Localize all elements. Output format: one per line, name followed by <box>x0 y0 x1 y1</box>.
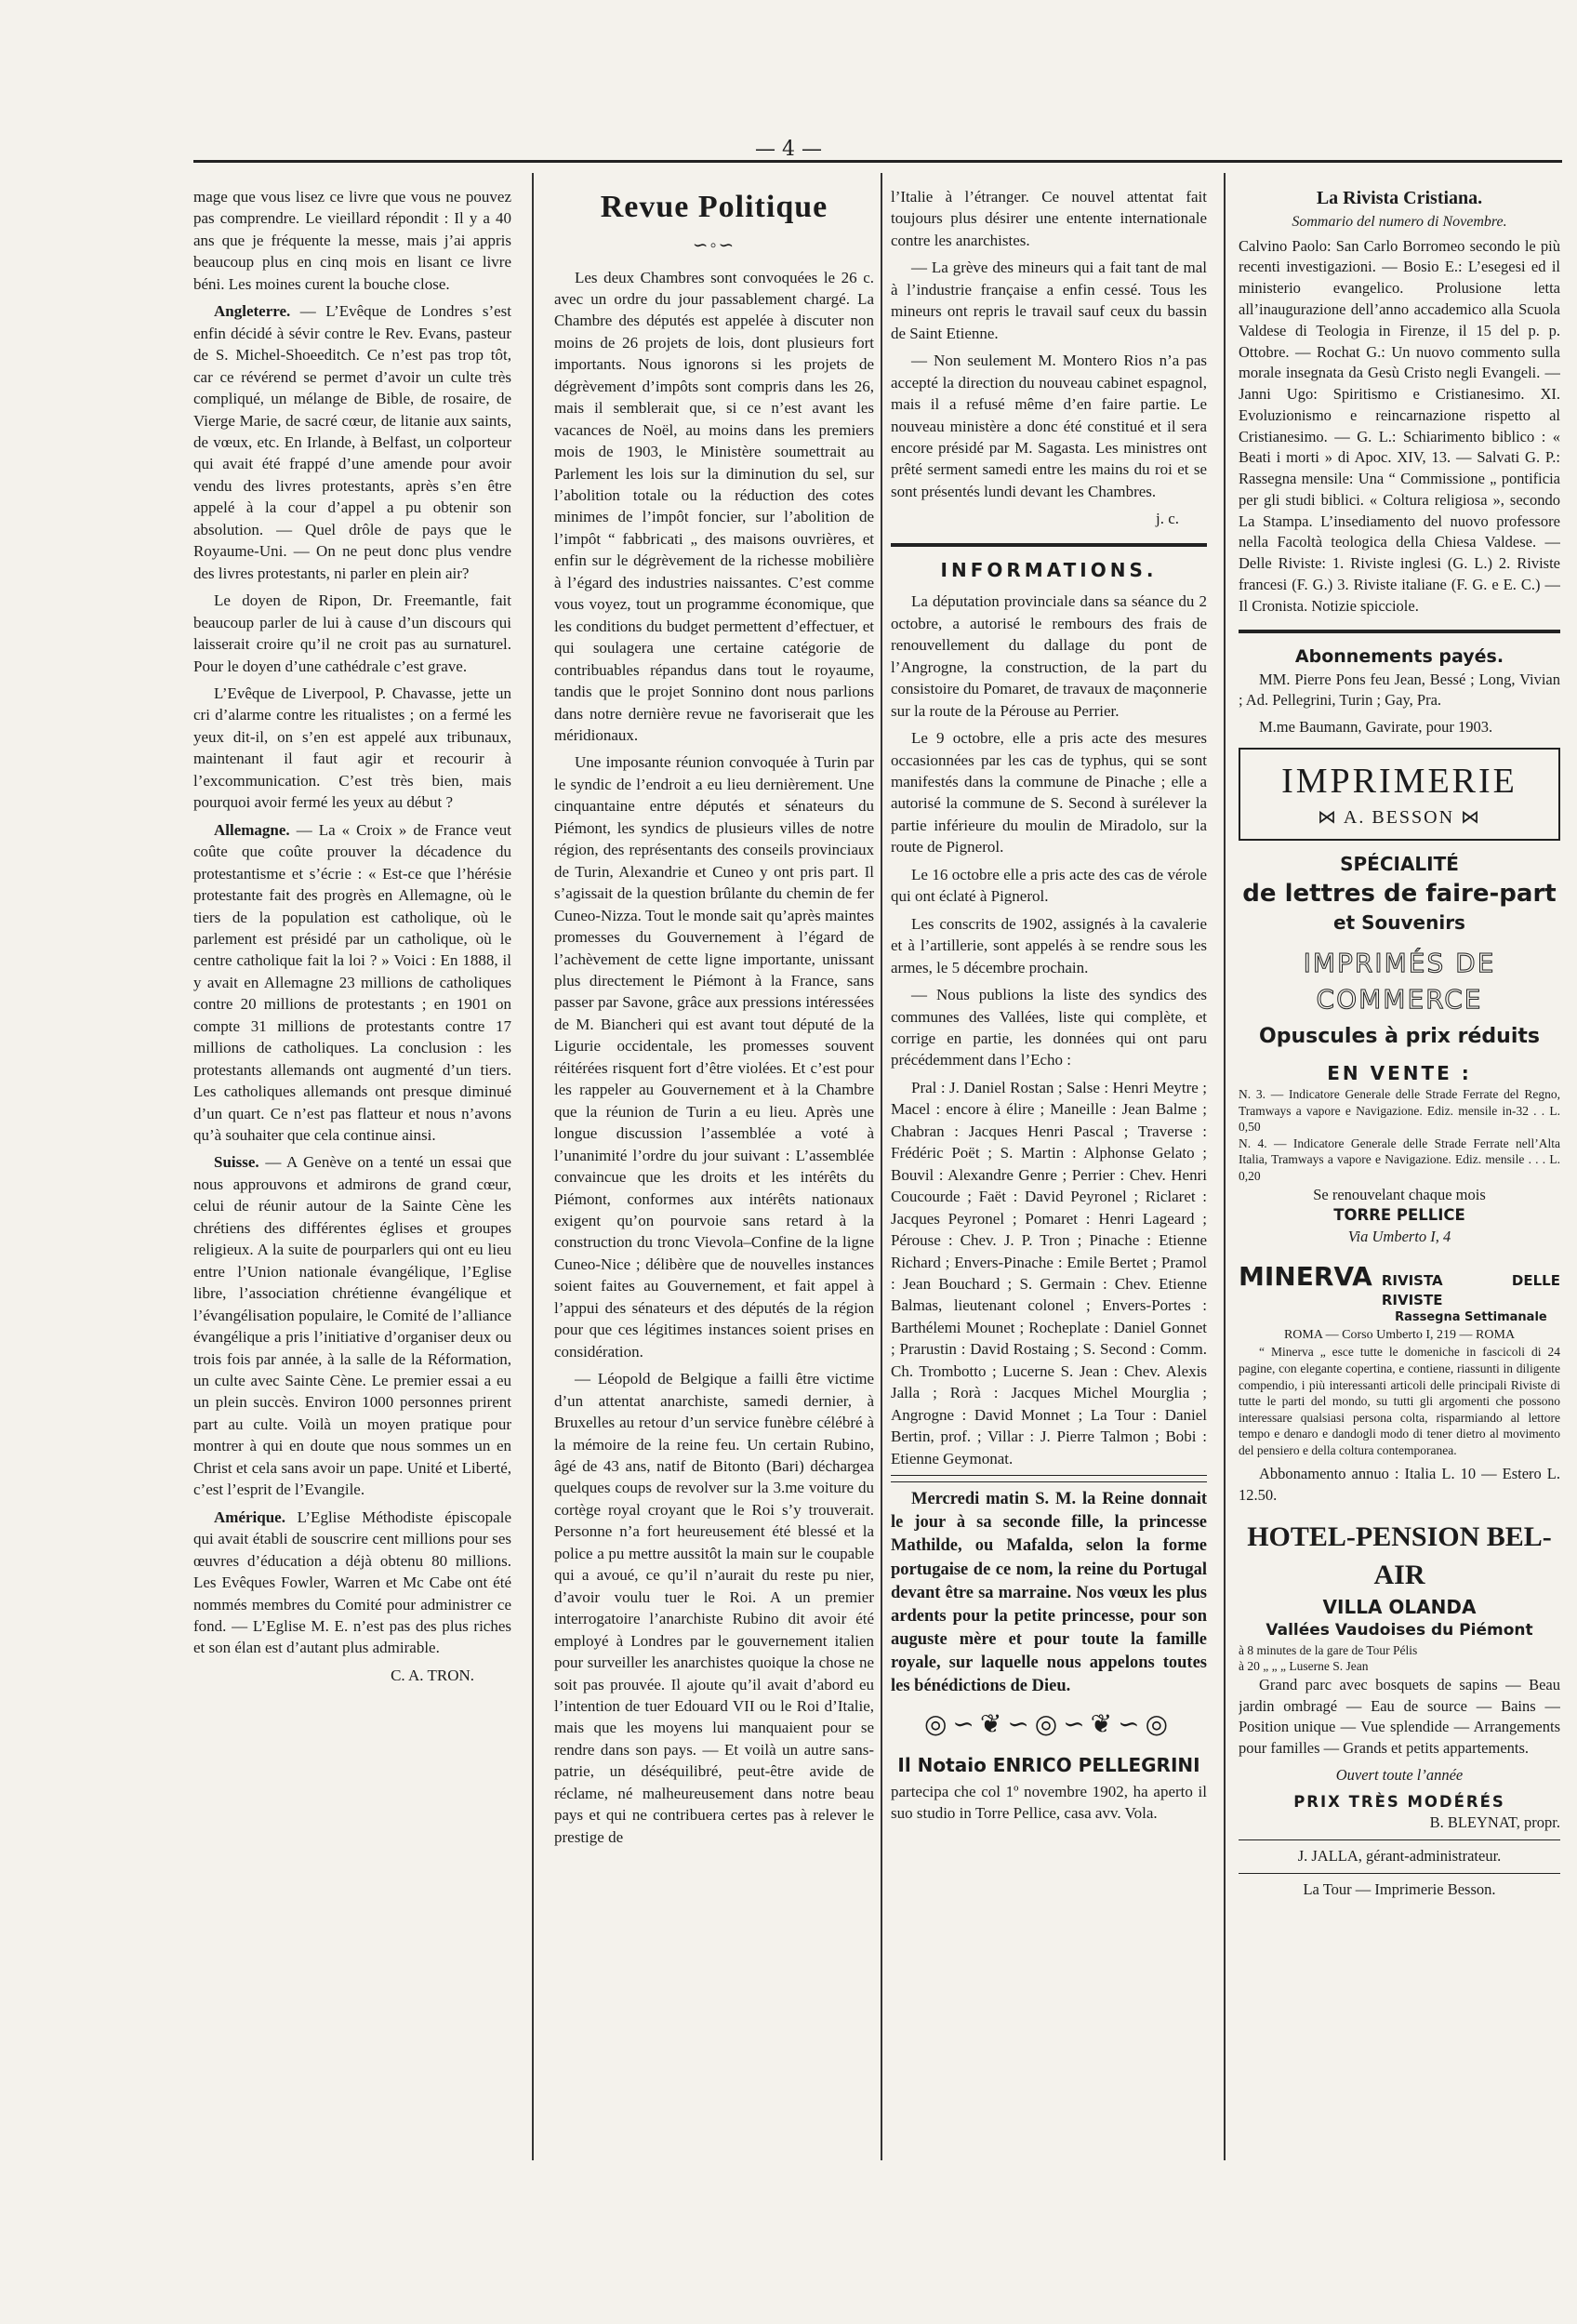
abonnements-title: Abonnements payés. <box>1294 646 1504 668</box>
section-rule <box>891 1481 1207 1482</box>
minerva-header <box>1239 1259 1560 1326</box>
paragraph: Les conscrits de 1902, assignés à la cavalerie et à l’artillerie, sont appelés à se rendre sous les armes, le 5 décembre prochain. <box>891 914 1207 976</box>
paragraph: — Non seulement M. Montero Rios n’a pas accepté la direction du nouveau cabinet espagnol, mais il a refusé même d’en faire partie. Le nouveau ministère a donc été constitué et il sera encore présidé par M. Sagasta. Les ministres ont prêté serment samedi entre les mains du roi et se sont présentés lundi devant les Chambres. <box>891 352 1207 500</box>
paragraph: Une imposante réunion convoquée à Turin par le syndic de l’endroit a eu lieu dernièrement. Une cinquantaine entre députés et sénateurs du Piémont, les syndics de plusieurs villes de notre région, des représentants des conseils provinciaux de Turin, Alexandrie et Cuneo y ont pris part. Il s’agissait de la question brûlante du chemin de fer Cuneo-Nizza. Tout le monde sait qu’après maintes promesses du Gouvernement à l’égard de l’achèvement de cette ligne importante, unissant plus directement le Piémont à la France, sans passer par Savone, grâce aux pressions intéressées de M. Biancheri qui est avant tout député de la Ligurie occidentale, les promesses souvent réitérées risquent fort d’être violées. Et c’est pour les rappeler au Gouvernement et à la Chambre que la réunion de Turin a eu lieu. Après une longue discussion l’assemblée a voté à l’unanimité l’ordre du jour suivant : L’assemblée convaincue que les droits et les intérêts du Piémont, conformes aux intérêts nationaux exigent qu’on pourvoie sans retard à la construction du tronc Vievola–Confine de la ligne Cuneo-Nice ; délibère que de nouvelles instances soient faites au Gouvernement, et fait appel à l’appui des sénateurs et des députés de la région pour que ces légitimes instances soient prises en considération. <box>554 753 874 1361</box>
item-label: N. 4. <box>1239 1135 1267 1150</box>
section-rule <box>1239 630 1560 633</box>
signature: C. A. TRON. <box>391 1666 474 1684</box>
torre-pellice: TORRE PELLICE <box>1333 1206 1465 1225</box>
text-allemagne: — La « Croix » de France veut coûte que coûte prouver la décadence du protestantisme et s’écrie : « Est-ce que l’hérésie protestante fait des progrès en Allemagne, où le tiers de la population est catholique, où le parlement est présidé par un catholique, où le centre catholique fait la loi ? » Voici : En 1888, il y avait en Allemagne 23 millions de catholiques contre 20 millions de protestants ; en 1901 on compte 31 millions de protestants contre 17 millions de catholiques. La conclusion : les protestants allemands ont augmenté d’un tiers. Les catholiques allemands ont presque diminué d’un quart. Ce n’est pas flatteur et nous n’avons qu’à souhaiter que cela continue ainsi. <box>193 820 511 1145</box>
minerva-title: MINERVA <box>1239 1260 1372 1292</box>
imprimerie-name: ⋈ A. BESSON ⋈ <box>1317 807 1482 829</box>
specialite-sub: et Souvenirs <box>1333 911 1465 935</box>
royal-notice: Mercredi matin S. M. la Reine donnait le jour à sa seconde fille, la princesse Mathilde, ou Mafalda, selon la forme portugaise de ce nom, la reine du Portugal devant être sa marraine. Nos vœux les plus ardents pour la petite princesse, pour son auguste mère et pour toute la famille royale, sur laquelle nous appelons toutes les bénédictions de Dieu. <box>891 1490 1207 1696</box>
column-advertisements <box>1239 186 1560 2160</box>
paragraph-suisse <box>193 1151 511 1500</box>
column-informations <box>891 186 1207 2160</box>
paragraph-allemagne <box>193 819 511 1147</box>
signature: j. c. <box>1155 510 1179 528</box>
column-divider <box>1224 173 1226 2160</box>
paragraph: La députation provinciale dans sa séance du 2 octobre, a autorisé le rembours des frais de renouvellement du dallage du pont de l’Angrogne, la construction, de la part du consistoire du Pomaret, de travaux de maçonnerie sur la route de la Pérouse au Perrier. <box>891 592 1207 720</box>
lead-allemagne: Allemagne. <box>214 820 290 839</box>
notaio-title: Il Notaio ENRICO PELLEGRINI <box>897 1754 1200 1777</box>
imprimes-commerce: IMPRIMÉS DE COMMERCE <box>1303 948 1496 1015</box>
paragraph: — La grève des mineurs qui a fait tant de mal à l’industrie française a enfin cessé. Tous les mineurs ont repris le travail sauf ceux du bassin de Saint Etienne. <box>891 259 1207 342</box>
lead-amerique: Amérique. <box>214 1507 285 1526</box>
villa-olanda: VILLA OLANDA <box>1322 1595 1477 1618</box>
section-title: Revue Politique <box>600 190 828 224</box>
title-ornament: ∽◦∽ <box>692 234 736 256</box>
lead-angleterre: Angleterre. <box>214 302 291 321</box>
paragraph: — Léopold de Belgique a failli être victime d’un attentat anarchiste, samedi dernier, à Bruxelles au retour d’un service funèbre célébré à la mémoire de la reine feu. Un certain Rubino, âgé de 43 ans, natif de Bitonto (Bari) déchargea quelques coups de revolver sur la 3.me voiture du cortège royal croyant que le Roi s’y trouverait. Personne n’a fort heureusement été blessé et la police a pu mettre aussitôt la main sur le coupable qui a avoué, ce qu’il n’aurait du reste pu nier, d’avoir voulu tuer le Roi. A un premier interrogatoire l’anarchiste Rubino dit avoir été employé à Londres par le gouvernement italien pour surveiller les anarchistes quoique la chose ne soit pas prouvée. Il ajoute qu’il avait d’abord eu l’intention de tuer Edouard VII ou le Roi d’Italie, mais que les moyens lui manquaient pour se rendre dans son pays. — Et voilà un autre sans-patrie, un déséquilibré, peut-être avide de réclame, né malheureusement dans notre beau pays et qui ne contribuera certes pas à relever le prestige de <box>554 1370 874 1846</box>
column-religious-news <box>193 186 511 2160</box>
ad-item-n3 <box>1239 1086 1560 1135</box>
printer-footer: La Tour — Imprimerie Besson. <box>1303 1879 1496 1898</box>
decorative-ornament: ◎∽❦∽◎∽❦∽◎ <box>923 1710 1174 1740</box>
section-rule <box>891 543 1207 547</box>
section-rule <box>1239 1873 1560 1874</box>
notaio-text: partecipa che col 1º novembre 1902, ha aperto il suo studio in Torre Pellice, casa avv. Vola. <box>891 1782 1207 1823</box>
abonnements-list: MM. Pierre Pons feu Jean, Bessé ; Long, Vivian ; Ad. Pellegrini, Turin ; Gay, Pra. <box>1239 670 1560 710</box>
item-price: 0,50 <box>1239 1120 1261 1135</box>
gerant: J. JALLA, gérant-administrateur. <box>1297 1847 1502 1866</box>
section-rule <box>891 1475 1207 1476</box>
minerva-sub1: RIVISTA DELLE RIVISTE <box>1381 1271 1560 1308</box>
text-suisse: — A Genève on a tenté un essai que nous approuvons et admirons de grand cœur, celui de réunir autour de la Sainte Cène les chrétiens des différentes églises et groupes religieux. A la suite de pourparlers qui ont eu lieu entre l’Union nationale évangélique, l’Eglise libre, l’association chrétienne évangélique et l’évangélisation populaire, le Comité de l’alliance évangélique a pris l’initiative d’organiser deux ou trois fois par année, à la salle de la Réformation, un culte avec Sainte Cène. Le premier essai a eu un plein succès. Environ 1000 personnes prirent part au culte. Voilà un moyen pratique pour montrer à qui en doute que nous sommes un en Christ et cela sans avoir un pape. Unité et Liberté, c’est l’esprit de l’Evangile. <box>193 1153 511 1499</box>
paragraph-syndics: Pral : J. Daniel Rostan ; Salse : Henri Meytre ; Macel : encore à élire ; Maneille : Jean Balme ; Chabran : Jacques Henri Pascal ; Traverse : Frédéric Poët ; S. Martin : Alphonse Gelato ; Bouvil : Alexandre Genre ; Perrier : Chev. Henri Coucourde ; Faët : David Peyronel ; Riclaret : Jacques Peyronel ; Pomaret : Henri Lageard ; Pérouse : Chev. J. P. Tron ; Pinache : Etienne Richard ; Envers-Pinache : Emile Bertet ; Pramol : Jean Bouchard ; S. Germain : Chev. Etienne Balmas, lieutenant colonel ; Envers-Portes : Barthélemi Mounet ; Rocheplate : Daniel Gonnet ; Prarustin : David Rostaing ; S. Second : Comm. Ch. Trombotto ; Lucerne S. Jean : Chev. Alexis Jalla ; Rorà : Jacques Michel Mourglia ; Angrogne : David Monnet ; La Tour : Daniel Bertin, prof. ; Villar : J. Pierre Talmon ; Bobi : Etienne Geymonat. <box>891 1078 1207 1467</box>
hotel-distance-2: à 20 „ „ „ Luserne S. Jean <box>1239 1659 1369 1674</box>
opuscules: Opuscules à prix réduits <box>1259 1025 1540 1049</box>
abonnements-list-2: M.me Baumann, Gavirate, pour 1903. <box>1259 718 1493 737</box>
hotel-open: Ouvert toute l’année <box>1335 1765 1464 1784</box>
column-divider <box>532 173 534 2160</box>
hotel-prices: PRIX TRÈS MODÉRÉS <box>1293 1792 1505 1811</box>
item-text: — Indicatore Generale delle Strade Ferrate del Regno, Tramways a vapore e Navigazione. Ediz. mensile in-32 . . L. <box>1239 1087 1560 1118</box>
paragraph: — Nous publions la liste des syndics des communes des Vallées, liste qui complète, et corrige en partie, les données qui ont paru précédemment dans l’Echo : <box>891 986 1207 1069</box>
renew-note: Se renouvelant chaque mois <box>1313 1185 1486 1203</box>
paragraph: Les deux Chambres sont convoquées le 26 c. avec un ordre du jour passablement chargé. La Chambre des députés est appelée à discuter non moins de 26 projets de lois, dont plusieurs fort importants. Nous ignorons si les projets de dégrèvement d’impôts sont compris dans les 26, mais il semblerait que, si ce n’est avant les vacances de Noël, au moins dans les premiers mois de 1903, le Ministère soumettrait au Parlement les lois sur la diminution du sel, sur l’abolition totale ou la réduction des cotes minimes de l’impôt foncier, sur l’abolition de l’impôt “ fabbricati „ des maisons ouvrières, et enfin sur le dégrèvement de la richesse mobilière à l’égard des industries naissantes. C’est comme vous voyez, tout un programme économique, que les conditions du budget permettent d’effectuer, et qui soulagera une certaine catégorie de contribuables répandus dans tout le royaume, tandis que le projet Sonnino dont nous parlions dans notre dernière revue ne favoriserait que les méridionaux. <box>554 268 874 745</box>
minerva-abonnement: Abbonamento annuo : Italia L. 10 — Estero L. 12.50. <box>1239 1465 1560 1505</box>
specialite-label: SPÉCIALITÉ <box>1340 853 1459 875</box>
hotel-description: Grand parc avec bosquets de sapins — Beau jardin ombragé — Eau de source — Bains — Position unique — Vue splendide — Arrangements pour familles — Grands et petits appartements. <box>1239 1675 1560 1758</box>
text-amerique: L’Eglise Méthodiste épiscopale qui avait établi de souscrire cent millions pour ses œuvres d’éducation a déjà obtenu 80 millions. Les Evêques Fowler, Warren et Mc Cabe ont été nommés membres du Comité pour administrer ce fond. — L’Eglise M. E. n’est pas des plus riches et son élan est d’autant plus admirable. <box>193 1507 511 1657</box>
hotel-owner: B. BLEYNAT, propr. <box>1429 1813 1560 1832</box>
hotel-title: HOTEL-PENSION BEL-AIR <box>1247 1521 1552 1591</box>
vallees: Vallées Vaudoises du Piémont <box>1266 1621 1533 1640</box>
section-rule <box>1239 1839 1560 1840</box>
paragraph-amerique <box>193 1507 511 1659</box>
text-angleterre: — L’Evêque de Londres s’est enfin décidé à sévir contre le Rev. Evans, pasteur de S. Michel-Shoeeditch. Ce n’est pas trop tôt, car ce révérend se permet d’avoir un culte très compliqué, un mélange de Bible, de rosaire, de Vierge Marie, de sacré cœur, de litanie aux saints, de vœux, etc. En Irlande, à Belfast, un colporteur qui avait été frappé d’une amende pour avoir vendu des livres protestants, après s’en être appelé à la cour d’appel a pu obtenir son absolution. — Quel drôle de pays que le Royaume-Uni. — On ne peut donc plus vendre des livres protestants, ni parler en plein air? <box>193 302 511 582</box>
column-revue-politique <box>554 186 874 2160</box>
rivista-title: La Rivista Cristiana. <box>1316 188 1483 208</box>
page-number: — 4 — <box>755 138 822 161</box>
en-vente-title: EN VENTE : <box>1327 1061 1472 1084</box>
ad-item-n4 <box>1239 1135 1560 1185</box>
paragraph: Le 9 octobre, elle a pris acte des mesures occasionnées par les cas de typhus, qui se sont manifestés dans la commune de Pinache ; elle a autorisé la commune de S. Second à surélever la partie inférieure du moulin de Miradolo, sur la route de Pignerol. <box>891 729 1207 857</box>
imprimerie-title: IMPRIMERIE <box>1281 761 1517 801</box>
column-divider <box>881 173 882 2160</box>
address: Via Umberto I, 4 <box>1347 1228 1451 1246</box>
imprimerie-ad <box>1239 748 1560 841</box>
header-rule <box>193 160 1562 163</box>
paragraph-liverpool: L’Evêque de Liverpool, P. Chavasse, jette un cri d’alarme contre les ritualistes ; on a fermé les yeux dit-il, on s’en est appelé aux tribunaux, maintenant il faut agir et recourir à l’excommunication. C’est très bien, mais pourquoi avoir fermé les yeux au début ? <box>193 684 511 812</box>
item-text: — Indicatore Generale delle Strade Ferrate nell’Alta Italia, Tramways a vapore e Navigazione. Ediz. mensile . . . L. <box>1239 1135 1560 1167</box>
paragraph: Le 16 octobre elle a pris acte des cas de vérole qui ont éclaté à Pignerol. <box>891 865 1207 906</box>
rivista-subtitle: Sommario del numero di Novembre. <box>1292 213 1507 230</box>
hotel-distance-1: à 8 minutes de la gare de Tour Pélis <box>1239 1642 1418 1657</box>
lead-suisse: Suisse. <box>214 1153 259 1172</box>
paragraph-continuation: mage que vous lisez ce livre que vous ne pouvez pas comprendre. Le vieillard répondit : Il y a 40 ans que je fréquente la messe, mais j’ai appris beaucoup plus en cinq mois en lisant ce livre béni. Les moines curent la bouche close. <box>193 188 511 293</box>
section-title: INFORMATIONS. <box>940 558 1158 581</box>
minerva-description: “ Minerva „ esce tutte le domeniche in fascicoli di 24 pagine, con elegante copertina, e contiene, riassunti in diligente compendio, i più interessanti articoli delle principali Riviste di tutte le parti del mondo, su tutti gli argomenti che possono interessare qualsiasi persona colta, risparmiando al lettore tempo e denaro e dandogli modo di tener dietro al movimento del pensiero e della coltura contemporanea. <box>1239 1345 1560 1457</box>
minerva-sub2: Rassegna Settimanale <box>1395 1310 1547 1325</box>
specialite-main: de lettres de faire-part <box>1242 879 1557 908</box>
paragraph-continuation: l’Italie à l’étranger. Ce nouvel attentat fait toujours plus désirer une entente internationale contre les anarchistes. <box>891 188 1207 249</box>
paragraph-ripon: Le doyen de Ripon, Dr. Freemantle, fait beaucoup parler de lui à cause d’un discours qui laisserait croire qu’il ne croit pas au surnaturel. Pour le doyen d’une cathédrale c’est grave. <box>193 591 511 675</box>
paragraph-angleterre <box>193 300 511 584</box>
minerva-subtitles <box>1382 1271 1560 1326</box>
rivista-summary: Calvino Paolo: San Carlo Borromeo secondo le più recenti investigazioni. — Bosio E.: L’esegesi ed il ministerio evangelico. Prolusione letta all’inaugurazione dell’anno accademico alla Scuola Valdese di Teologia in Firenze, il 15 del p. p. Ottobre. — Rochat G.: Un nuovo commento sulla morale insegnata da Gesù Cristo negli Evangeli. — Janni Ugo: Spiritismo e Cristianesimo. XI. Evoluzionismo e reincarnazione rispetto al Cristianesimo. — G. L.: Schiarimento biblico : « Beati i morti » di Apoc. XIV, 13. — Salvati G. P.: Rassegna mensile: Una “ Commissione „ pontificia per gli studi biblici. « Coltura religiosa », secondo La Stampa. L’insediamento del nuovo professore nella Facoltà teologica della Chiesa Valdese. — Delle Riviste: 1. Riviste inglesi (G. L.) 2. Riviste francesi (F. G.) 3. Riviste italiane (F. G. e E. C.) — Il Cronista. Notizie spicciole. <box>1239 236 1560 615</box>
item-label: N. 3. <box>1239 1087 1266 1102</box>
minerva-address: ROMA — Corso Umberto I, 219 — ROMA <box>1283 1328 1516 1343</box>
item-price: 0,20 <box>1239 1169 1261 1183</box>
